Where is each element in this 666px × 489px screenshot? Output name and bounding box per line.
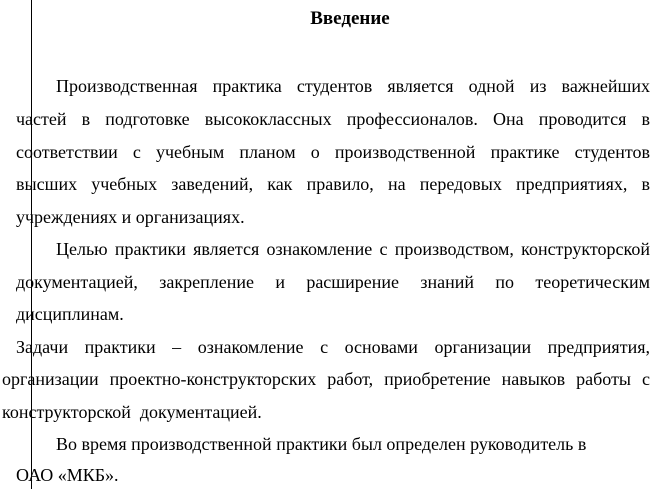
paragraph-3-line-1: Задачи практики – ознакомление с основами организации предприятия, (16, 337, 650, 357)
page-title: Введение (310, 8, 390, 29)
paragraph-2-line-1: Целью практики является ознакомление с производством, конструкторской (56, 239, 650, 259)
paragraph-3-line-2: организации проектно-конструкторских работ, приобретение навыков работы с (2, 369, 650, 389)
paragraph-3-line-3: конструкторской документацией. (2, 402, 262, 422)
paragraph-4-line-2: ОАО «МКБ». (16, 465, 119, 485)
paragraph-1-line-1: Производственная практика студентов является одной из важнейших (56, 76, 650, 96)
paragraph-2-line-2: документацией, закрепление и расширение знаний по теоретическим (16, 272, 650, 292)
paragraph-2-line-3: дисциплинам. (16, 304, 124, 324)
paragraph-1-line-5: учреждениях и организациях. (16, 207, 245, 227)
paragraph-1-line-4: высших учебных заведений, как правило, на передовых предприятиях, в (16, 174, 650, 194)
paragraph-1-line-2: частей в подготовке высококлассных профессионалов. Она проводится в (16, 109, 650, 129)
paragraph-4-line-1: Во время производственной практики был определен руководитель в (56, 434, 587, 454)
paragraph-1-line-3: соответствии с учебным планом о производственной практике студентов (16, 142, 650, 162)
